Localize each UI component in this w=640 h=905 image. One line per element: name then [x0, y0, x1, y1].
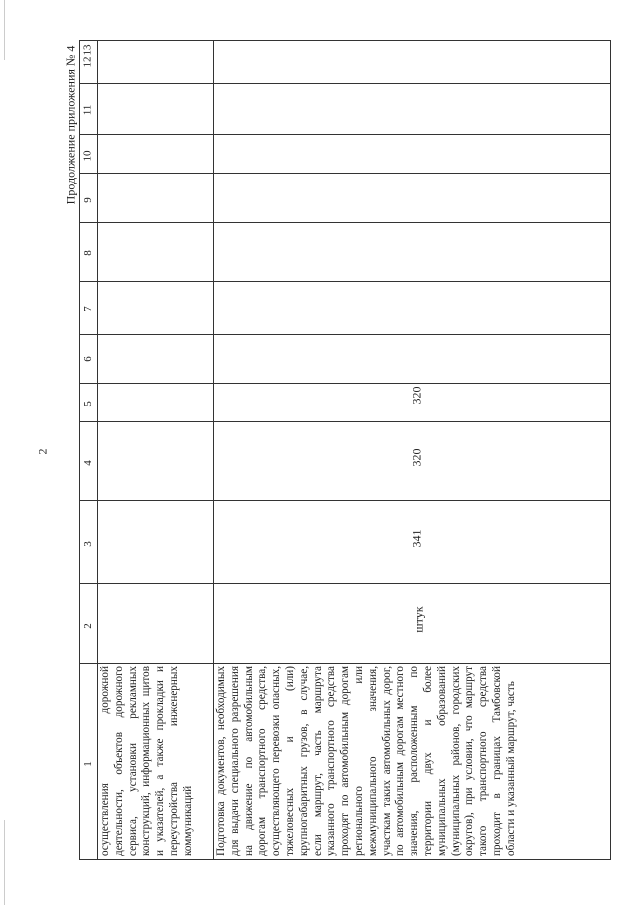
row-value-col4: 320 — [409, 448, 424, 467]
row-unit: штук — [411, 606, 426, 633]
table-row — [215, 666, 609, 856]
column-header-3: 3 — [81, 541, 94, 547]
column-header-2: 2 — [81, 623, 94, 629]
column-header-4: 4 — [81, 460, 94, 466]
column-header-1: 1 — [81, 761, 94, 767]
column-header-5: 5 — [81, 401, 94, 407]
table-row — [99, 666, 211, 856]
column-header-11: 11 — [81, 104, 94, 116]
column-header-6: 6 — [81, 356, 94, 362]
row-description: осуществления дорожной деятельности, объектов дорожного сервиса, установки рекламных конструкций, информационных щитов и указателей, а также прокладки и переустройства инженерных коммуникаций — [99, 666, 194, 856]
column-header-13: 13 — [81, 44, 94, 56]
row-description: Подготовка документов, необходимых для выдачи специального разрешения на движение по автомобильным дорогам транспортного средства, осуществляющего перевозки опасных, тяжеловесных и (или) крупногабаритных грузов, в случае, если маршрут, часть маршрута указанного транспортного средства проходят по автомобильным дорогам регионального или межмуниципального значения, участкам таких автомобильных дорог, по автомобильным дорогам местного значения, расположенным по территории двух и более муниципальных образований (муниципальных районов, городских округов), при условии, что маршрут такого транспортного средства проходит в границах Тамбовской области и указанный маршрут, часть — [215, 666, 517, 856]
column-header-10: 10 — [81, 150, 94, 162]
column-header-12: 12 — [81, 56, 94, 68]
continuation-label: Продолжение приложения № 4 — [63, 45, 78, 205]
continuation-label-box — [64, 40, 78, 210]
column-header-7: 7 — [81, 306, 94, 312]
row-value-col3: 341 — [409, 529, 424, 548]
page-number: 2 — [35, 448, 50, 455]
column-header-8: 8 — [81, 250, 94, 256]
row-value-col5: 320 — [409, 386, 424, 405]
column-header-9: 9 — [81, 197, 94, 203]
